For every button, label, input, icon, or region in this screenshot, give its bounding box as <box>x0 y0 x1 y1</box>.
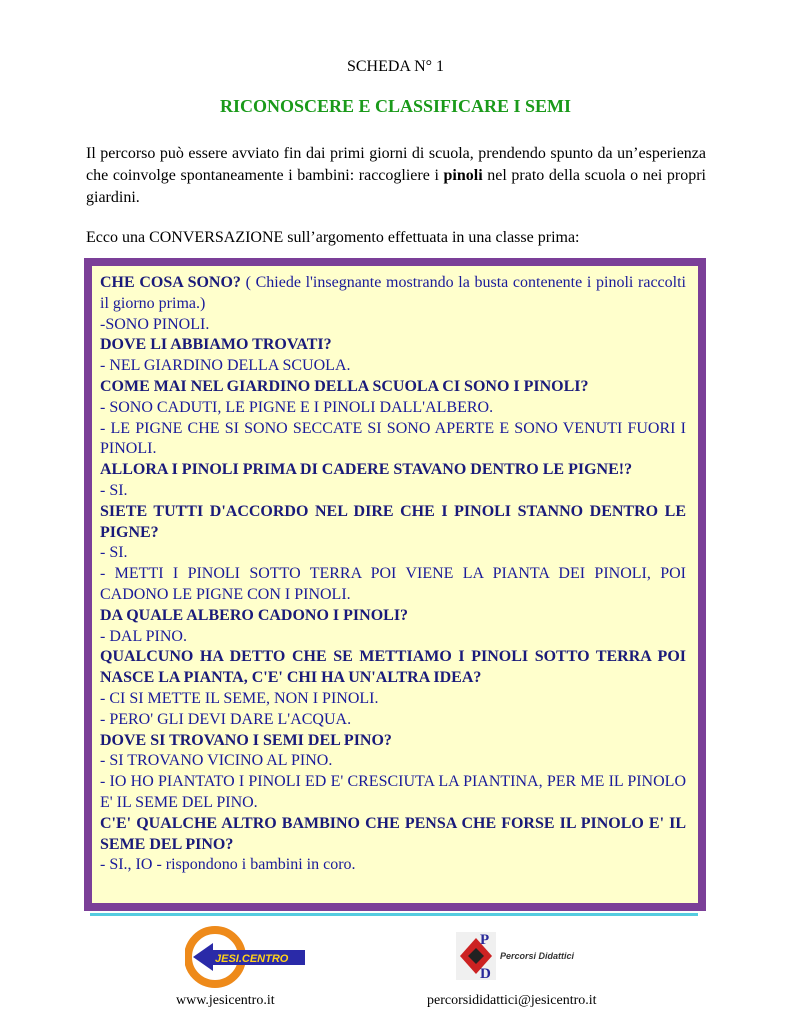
footer-website[interactable]: www.jesicentro.it <box>176 993 275 1008</box>
jesicentro-logo <box>185 925 310 990</box>
answer: - CI SI METTE IL SEME, NON I PINOLI. <box>100 689 379 707</box>
question: ALLORA I PINOLI PRIMA DI CADERE STAVANO DENTRO LE PIGNE!? <box>100 461 633 479</box>
question: COME MAI NEL GIARDINO DELLA SCUOLA CI SONO I PINOLI? <box>100 377 589 395</box>
question: SIETE TUTTI D'ACCORDO NEL DIRE CHE I PINOLI STANNO DENTRO LE PIGNE? <box>100 502 686 541</box>
question: DA QUALE ALBERO CADONO I PINOLI? <box>100 606 409 624</box>
logo-letter-d: D <box>480 966 491 982</box>
intro-paragraph <box>86 143 706 209</box>
answer: - LE PIGNE CHE SI SONO SECCATE SI SONO APERTE E SONO VENUTI FUORI I PINOLI. <box>100 419 686 458</box>
divider-line <box>90 913 698 916</box>
answer: ( Chiede l'insegnante mostrando la busta contenente i pinoli raccolti il giorno prima.) <box>100 274 686 312</box>
question: DOVE LI ABBIAMO TROVATI? <box>100 336 332 354</box>
question: DOVE SI TROVANO I SEMI DEL PINO? <box>100 731 392 749</box>
answer: - SI. <box>100 481 128 499</box>
conversation-box <box>84 258 706 911</box>
logo-text: Percorsi Didattici <box>500 951 575 961</box>
question: QUALCUNO HA DETTO CHE SE METTIAMO I PINOLI SOTTO TERRA POI NASCE LA PIANTA, C'E' CHI HA UN'ALTRA IDEA? <box>100 648 686 687</box>
answer: - DAL PINO. <box>100 627 187 645</box>
conversation-line <box>100 273 686 315</box>
answer: - METTI I PINOLI SOTTO TERRA POI VIENE LA PIANTA DEI PINOLI, POI CADONO LE PIGNE CON I PINOLI. <box>100 565 686 603</box>
logo-letter-p: P <box>480 932 490 948</box>
answer: - SI., IO - rispondono i bambini in coro. <box>100 856 356 874</box>
footer-email[interactable]: percorsididattici@jesicentro.it <box>427 993 597 1008</box>
answer: - PERO' GLI DEVI DARE L'ACQUA. <box>100 710 352 728</box>
answer: - IO HO PIANTATO I PINOLI ED E' CRESCIUTA LA PIANTINA, PER ME IL PINOLO E' IL SEME DEL PINO. <box>100 773 686 811</box>
answer: - SI TROVANO VICINO AL PINO. <box>100 752 333 770</box>
answer: - NEL GIARDINO DELLA SCUOLA. <box>100 357 351 375</box>
intro-bold-word: pinoli <box>443 167 483 184</box>
intro-text-after: nel prato della scuola o nei propri giardini. <box>86 167 706 206</box>
answer: - SONO CADUTI, LE PIGNE E I PINOLI DALL'ALBERO. <box>100 398 494 416</box>
answer: - SI. <box>100 544 128 562</box>
answer: -SONO PINOLI. <box>100 315 210 333</box>
intro-text-before: Il percorso può essere avviato fin dai primi giorni di scuola, prendendo spunto da un’esperienza che coinvolge spontaneamente i bambini: raccogliere i <box>86 145 706 184</box>
conversation-intro: Ecco una CONVERSAZIONE sull’argomento effettuata in una classe prima: <box>86 229 580 246</box>
jesicentro-logo-text: JESI.CENTRO <box>215 953 289 965</box>
question: CHE COSA SONO? <box>100 274 241 291</box>
question: C'E' QUALCHE ALTRO BAMBINO CHE PENSA CHE FORSE IL PINOLO E' IL SEME DEL PINO? <box>100 814 686 853</box>
scheda-number: SCHEDA N° 1 <box>346 58 445 75</box>
percorsi-didattici-logo <box>448 928 583 983</box>
page-title: RICONOSCERE E CLASSIFICARE I SEMI <box>219 96 572 116</box>
